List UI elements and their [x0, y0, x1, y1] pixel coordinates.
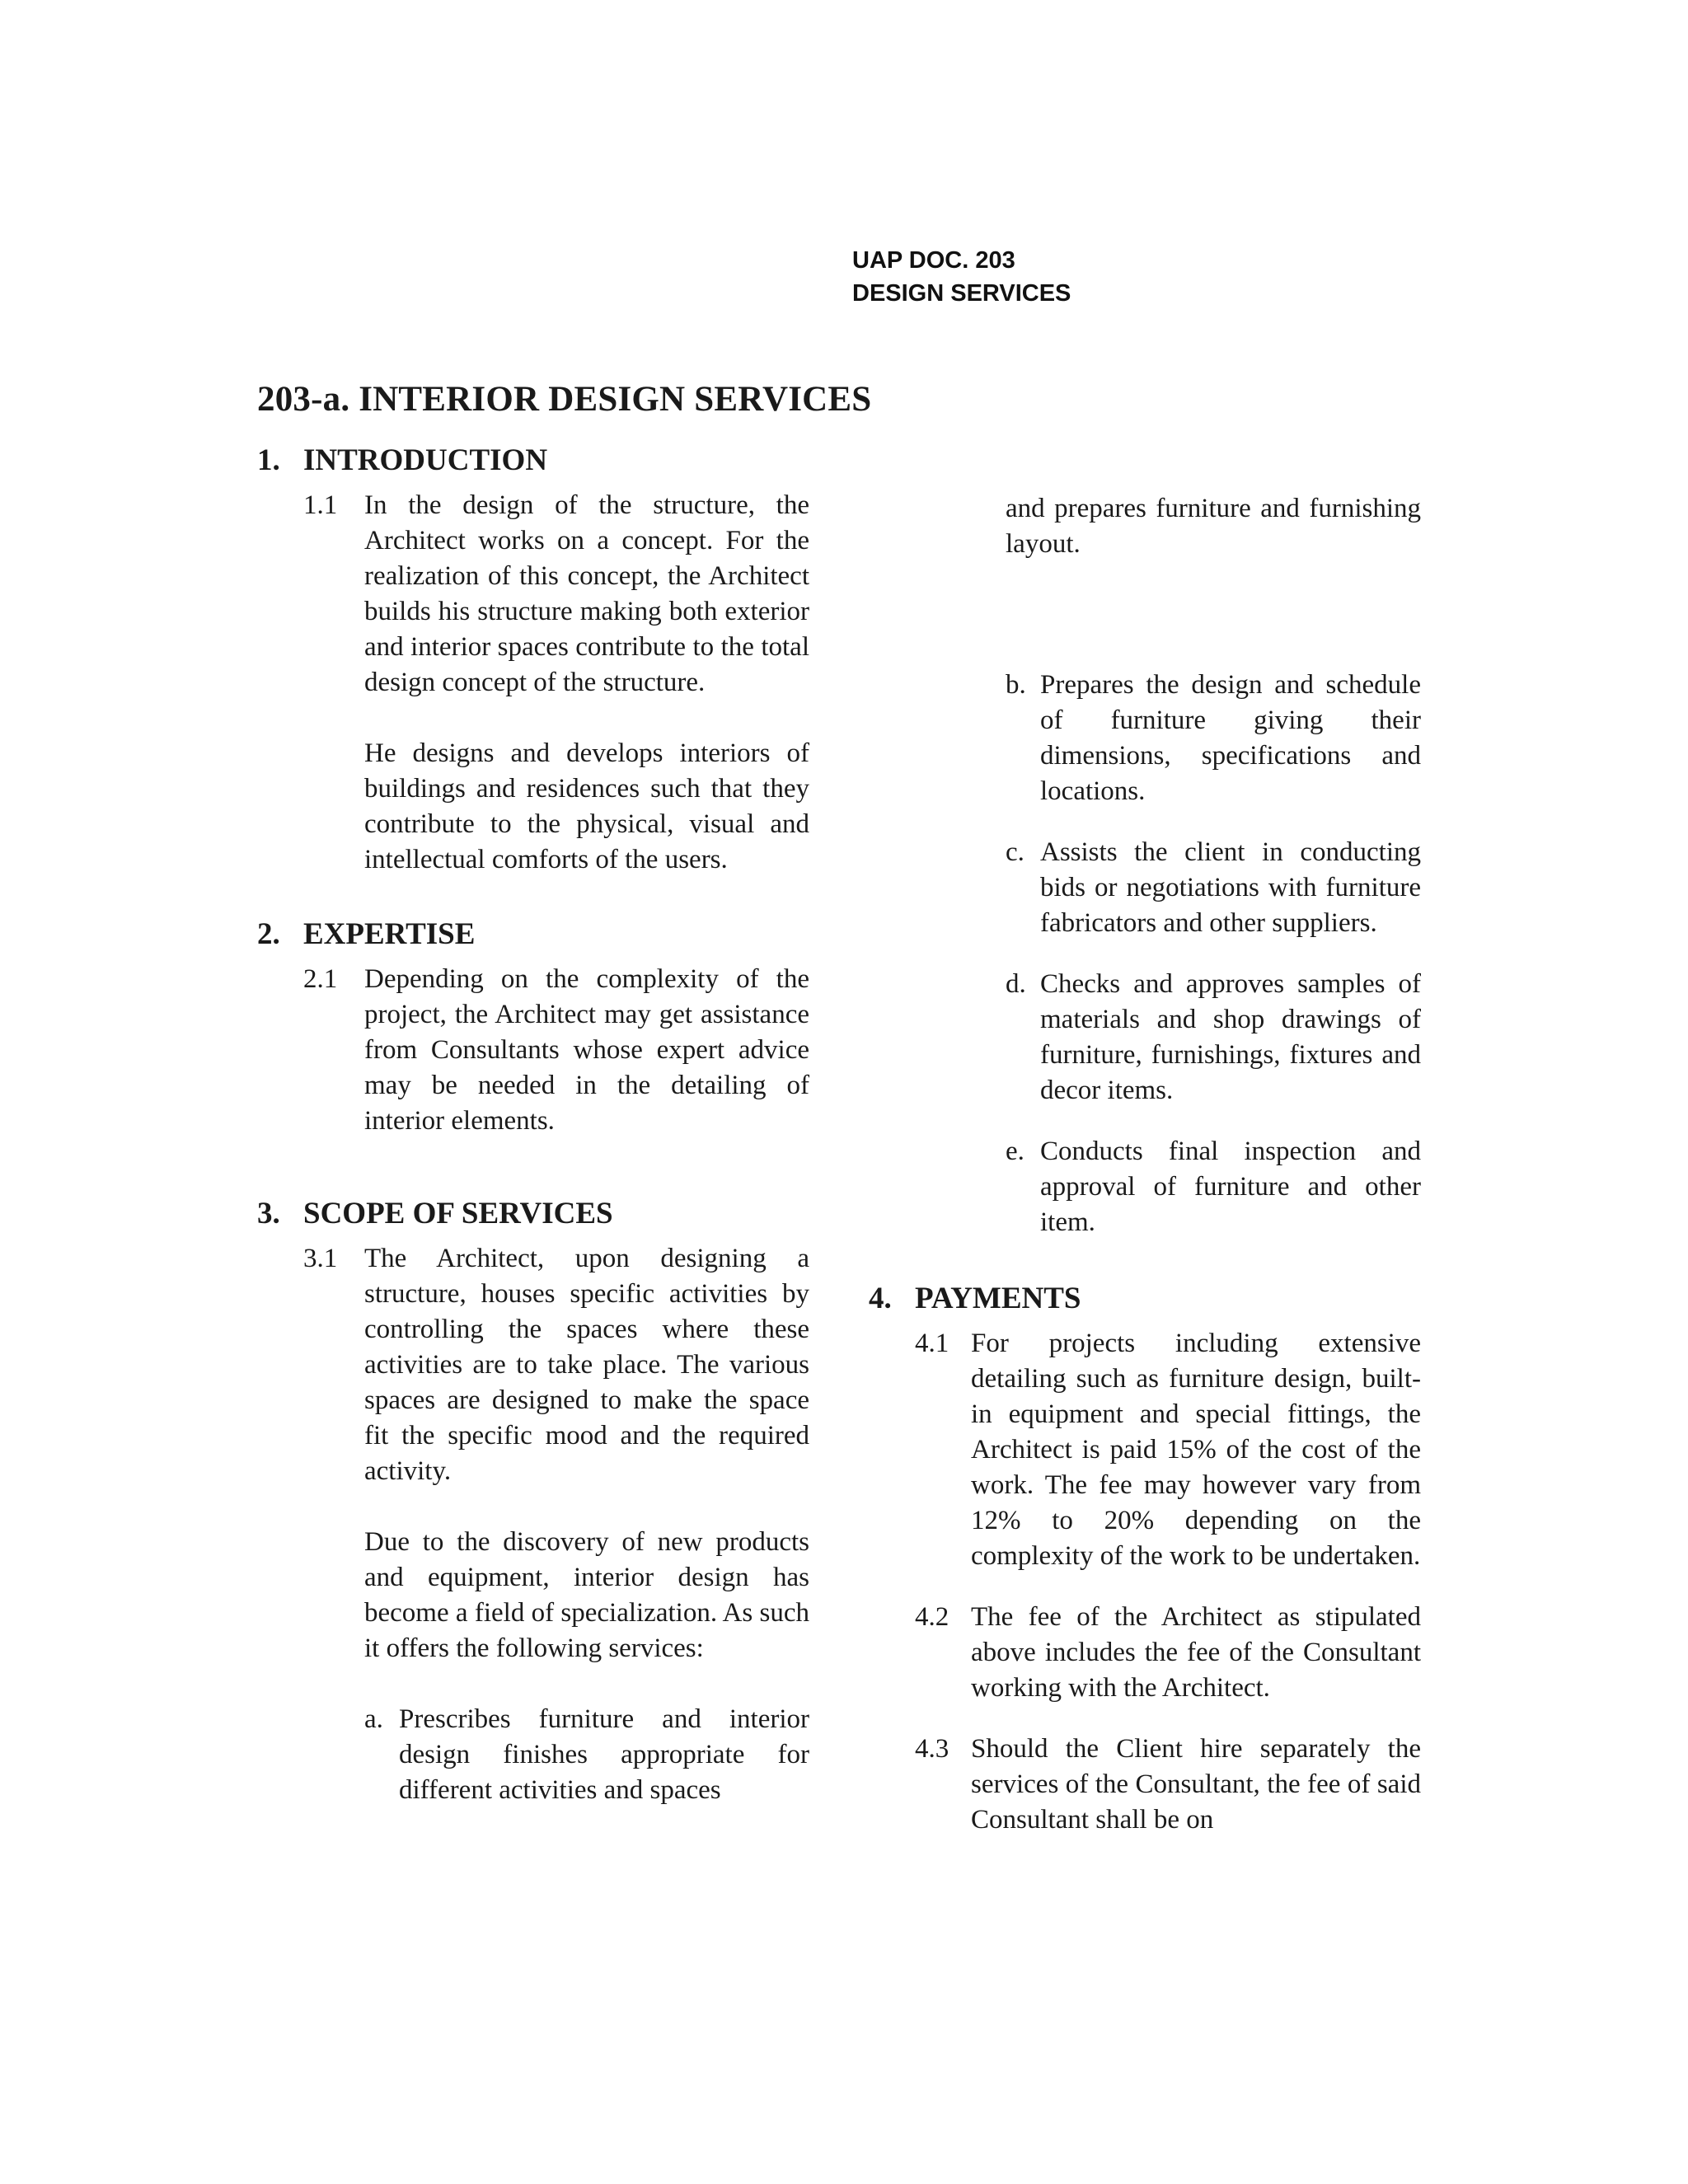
clause-number: 1.1: [303, 490, 338, 520]
list-item-letter: a.: [364, 1704, 383, 1734]
list-item-d: [1006, 967, 1421, 1108]
list-item-letter: e.: [1006, 1137, 1025, 1166]
section-number: 2.: [257, 916, 280, 951]
clause-4-1: [869, 1326, 1421, 1574]
list-item-e: [1006, 1134, 1421, 1240]
clause-3-1: [257, 1241, 809, 1808]
list-item-c: [1006, 835, 1421, 941]
section-heading-expertise: [257, 909, 809, 958]
doc-category: DESIGN SERVICES: [852, 280, 1071, 307]
list-item-a-continued: and prepares furniture and furnishing layout.: [1006, 494, 1421, 559]
clause-number: 2.1: [303, 964, 338, 994]
list-item-letter: b.: [1006, 670, 1026, 700]
list-item-text: Assists the client in conducting bids or negotiations with furniture fabricators and other suppliers.: [1040, 837, 1421, 938]
clause-1-1: [257, 488, 809, 878]
list-item-text: Checks and approves samples of materials and shop drawings of furniture, furnishings, fixtures and decor items.: [1040, 969, 1421, 1105]
list-item-text: Conducts final inspection and approval of furniture and other item.: [1040, 1137, 1421, 1237]
page-title: 203-a. INTERIOR DESIGN SERVICES: [257, 380, 872, 419]
section-heading-introduction: [257, 435, 809, 485]
clause-paragraph: The Architect, upon designing a structure, houses specific activities by controlling the spaces where these activities are to take place. The various spaces are designed to make the space fit the specific mood and the required activity.: [364, 1244, 809, 1486]
clause-number: 4.3: [915, 1734, 950, 1764]
left-column: [257, 435, 809, 1808]
list-item-text: Prescribes furniture and interior design finishes appropriate for different activities and spaces: [399, 1704, 809, 1805]
clause-number: 3.1: [303, 1244, 338, 1273]
section-title: SCOPE OF SERVICES: [303, 1196, 613, 1230]
document-header: [852, 244, 1071, 310]
section-number: 3.: [257, 1196, 280, 1230]
clause-paragraph: For projects including extensive detailing such as furniture design, built-in equipment and special fittings, the Architect is paid 15% of the cost of the work. The fee may however vary from 12% to 20% depending on the complexity of the work to be undertaken.: [971, 1329, 1421, 1571]
clause-4-3: [869, 1732, 1421, 1838]
clause-number: 4.1: [915, 1329, 950, 1358]
section-title: INTRODUCTION: [303, 443, 548, 477]
list-item-letter: d.: [1006, 969, 1026, 999]
section-title: EXPERTISE: [303, 916, 476, 951]
list-item-b: [1006, 668, 1421, 809]
section-number: 1.: [257, 443, 280, 477]
clause-paragraph: He designs and develops interiors of buildings and residences such that they contribute to the physical, visual and intellectual comforts of the users.: [364, 738, 809, 874]
section-heading-payments: [869, 1273, 1421, 1323]
list-item-letter: c.: [1006, 837, 1025, 867]
clause-number: 4.2: [915, 1602, 950, 1632]
right-column: [869, 491, 1421, 1838]
section-title: PAYMENTS: [915, 1281, 1081, 1315]
section-heading-scope: [257, 1188, 809, 1238]
clause-paragraph: Should the Client hire separately the services of the Consultant, the fee of said Consultant shall be on: [971, 1734, 1421, 1835]
clause-4-2: [869, 1600, 1421, 1706]
section-number: 4.: [869, 1281, 892, 1315]
clause-paragraph: Due to the discovery of new products and equipment, interior design has become a field of specialization. As such it offers the following services:: [364, 1527, 809, 1663]
clause-paragraph: In the design of the structure, the Architect works on a concept. For the realization of this concept, the Architect builds his structure making both exterior and interior spaces contribute to the total design concept of the structure.: [364, 490, 809, 697]
clause-paragraph: The fee of the Architect as stipulated above includes the fee of the Consultant working with the Architect.: [971, 1602, 1421, 1703]
list-item-a: [364, 1702, 809, 1808]
clause-paragraph: Depending on the complexity of the project, the Architect may get assistance from Consultants whose expert advice may be needed in the detailing of interior elements.: [364, 964, 809, 1136]
clause-2-1: [257, 962, 809, 1139]
doc-number: UAP DOC. 203: [852, 247, 1015, 274]
list-item-text: Prepares the design and schedule of furniture giving their dimensions, specifications and locations.: [1040, 670, 1421, 806]
